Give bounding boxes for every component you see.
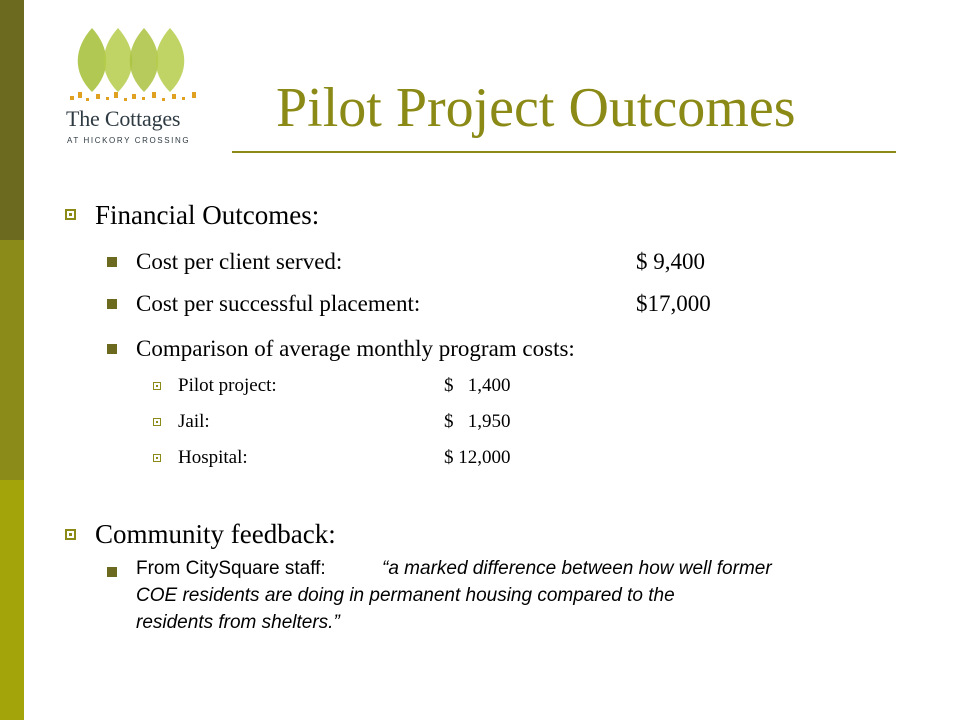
jail-label: Jail: [178,411,210,432]
bullet-icon [107,567,117,577]
quote-line-2: COE residents are doing in permanent housing compared to the [136,585,675,606]
community-heading: Community feedback: [95,519,336,549]
cost-per-placement-value: $17,000 [636,291,711,316]
logo-dot [132,94,136,99]
cost-per-client-value: $ 9,400 [636,249,705,274]
bullet-icon [107,344,117,354]
square-bullet-icon [65,529,76,540]
logo-dot [182,97,185,100]
logo-dot [124,98,127,101]
side-bar-segment-middle [0,240,24,480]
logo-name: The Cottages [66,106,181,131]
cost-per-client-label: Cost per client served: [136,249,343,274]
community-source: From CitySquare staff: [136,558,326,579]
quote-line-1: “a marked difference between how well former [382,558,772,579]
side-accent-bar [0,0,24,720]
cost-per-placement-label: Cost per successful placement: [136,291,421,316]
side-bar-segment-bottom [0,480,24,720]
leaf-4 [156,28,185,92]
leaf-3 [130,28,159,92]
bullet-icon [107,299,117,309]
hospital-label: Hospital: [178,447,248,468]
comparison-heading: Comparison of average monthly program costs: [136,336,575,361]
logo-dot [86,98,89,101]
logo-dot [192,92,196,98]
leaf-2 [104,28,133,92]
bullet-icon [107,257,117,267]
logo-dot [142,97,145,100]
side-bar-segment-top [0,0,24,240]
logo-dot [106,97,109,100]
logo-dot [162,98,165,101]
square-bullet-icon [65,209,76,220]
logo-dot [78,92,82,98]
small-square-bullet-icon [153,418,161,426]
logo-dot [152,92,156,98]
pilot-project-value: $ 1,400 [444,375,511,396]
title-underline [232,151,896,153]
small-square-bullet-icon [153,454,161,462]
page-title: Pilot Project Outcomes [276,77,796,139]
quote-line-3: residents from shelters.” [136,612,340,633]
logo-dot [114,92,118,98]
pilot-project-label: Pilot project: [178,375,277,396]
logo-subtitle: AT HICKORY CROSSING [67,136,191,145]
jail-value: $ 1,950 [444,411,511,432]
logo-dot [172,94,176,99]
financial-heading: Financial Outcomes: [95,200,320,230]
logo-dot [96,94,100,99]
leaf-1 [78,28,107,92]
logo-dot [70,96,74,100]
hospital-value: $ 12,000 [444,447,511,468]
small-square-bullet-icon [153,382,161,390]
